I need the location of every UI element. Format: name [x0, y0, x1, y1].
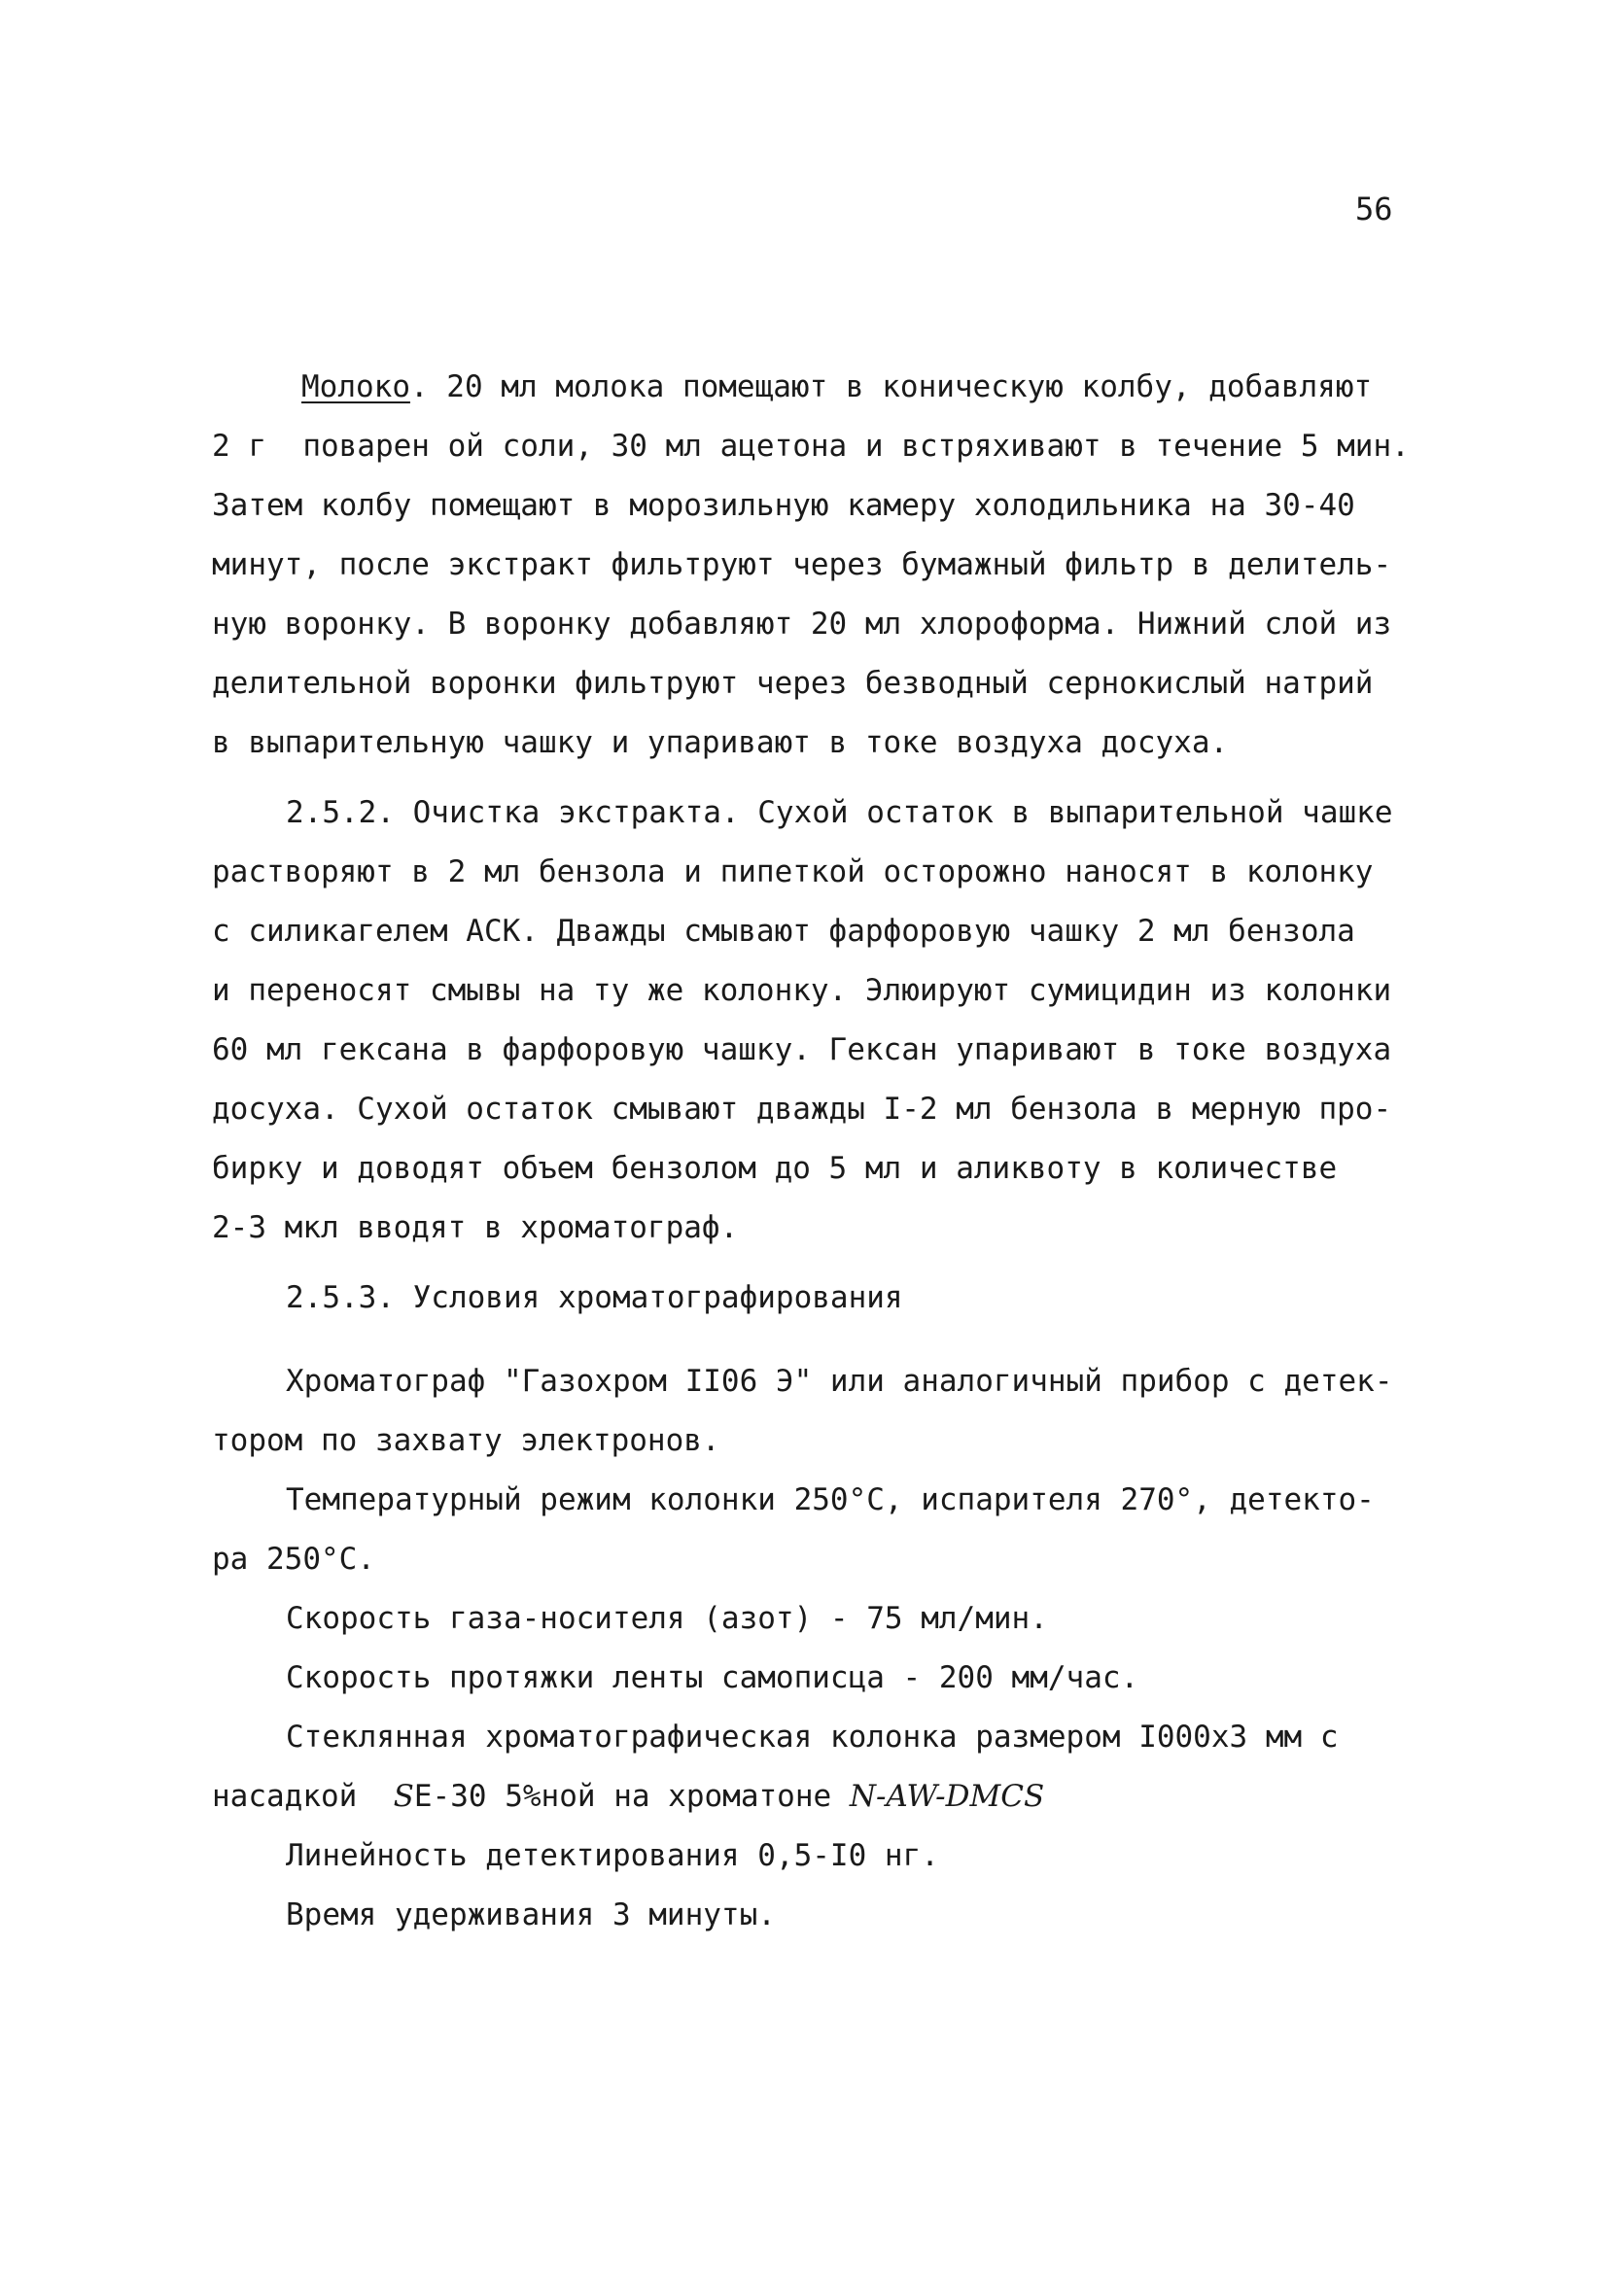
cleanup-line-8: 2-3 мкл вводят в хроматограф. — [212, 1210, 739, 1245]
cleanup-line-3: с силикагелем АСК. Дважды смывают фарфоровую чашку 2 мл бензола — [212, 914, 1355, 949]
column-line-2-text: насадкой — [212, 1779, 358, 1814]
milk-heading: Молоко — [301, 369, 410, 404]
cleanup-line-6: досуха. Сухой остаток смывают дважды I-2 мл бензола в мерную про- — [212, 1092, 1392, 1127]
page-number: 56 — [1355, 191, 1393, 227]
column-line-2 — [212, 1779, 1045, 1814]
milk-line-6: делительной воронки фильтруют через безводный сернокислый натрий — [212, 666, 1374, 701]
milk-line-4: минут, после экстракт фильтруют через бумажный фильтр в делитель- — [212, 547, 1392, 582]
milk-line-2: 2 г поварен ой соли, 30 мл ацетона и встряхивают в течение 5 мин. — [212, 429, 1410, 464]
cleanup-line-1: 2.5.2. Очистка экстракта. Сухой остаток в выпарительной чашке — [286, 795, 1393, 830]
cleanup-line-5: 60 мл гексана в фарфоровую чашку. Гексан упаривают в токе воздуха — [212, 1032, 1392, 1067]
milk-line-5: ную воронку. В воронку добавляют 20 мл хлороформа. Нижний слой из — [212, 607, 1392, 642]
milk-line-3: Затем колбу помещают в морозильную камеру холодильника на 30-40 — [212, 488, 1355, 523]
cleanup-line-4: и переносят смывы на ту же колонку. Элюируют сумицидин из колонки — [212, 973, 1392, 1008]
handwritten-column-phase: N-AW-DMCS — [849, 1779, 1045, 1814]
handwritten-prefix: S — [393, 1779, 414, 1814]
chromatograph-line-2: тором по захвату электронов. — [212, 1423, 720, 1458]
temperature-line-1: Температурный режим колонки 250°С, испарителя 270°, детекто- — [286, 1482, 1375, 1517]
temperature-line-2: ра 250°С. — [212, 1542, 375, 1577]
conditions-heading: 2.5.3. Условия хроматографирования — [286, 1280, 903, 1315]
milk-line-7: в выпарительную чашку и упаривают в токе воздуха досуха. — [212, 725, 1229, 760]
column-line-1: Стеклянная хроматографическая колонка размером I000х3 мм с — [286, 1720, 1339, 1755]
milk-line-1 — [301, 369, 1373, 404]
linearity-line: Линейность детектирования 0,5-I0 нг. — [286, 1838, 939, 1873]
cleanup-line-7: бирку и доводят объем бензолом до 5 мл и аликвоту в количестве — [212, 1151, 1338, 1186]
cleanup-line-2: растворяют в 2 мл бензола и пипеткой осторожно наносят в колонку — [212, 854, 1374, 889]
retention-line: Время удерживания 3 минуты. — [286, 1897, 776, 1932]
chromatograph-line-1: Хроматограф "Газохром II06 Э" или аналогичный прибор с детек- — [286, 1364, 1393, 1399]
gas-flow-line: Скорость газа-носителя (азот) - 75 мл/мин. — [286, 1601, 1048, 1636]
column-line-2-middle: Е-30 5%ной на хроматоне — [413, 1779, 832, 1814]
chart-speed-line: Скорость протяжки ленты самописца - 200 мм/час. — [286, 1660, 1139, 1695]
milk-line-1-text: . 20 мл молока помещают в коническую колбу, добавляют — [409, 369, 1373, 404]
